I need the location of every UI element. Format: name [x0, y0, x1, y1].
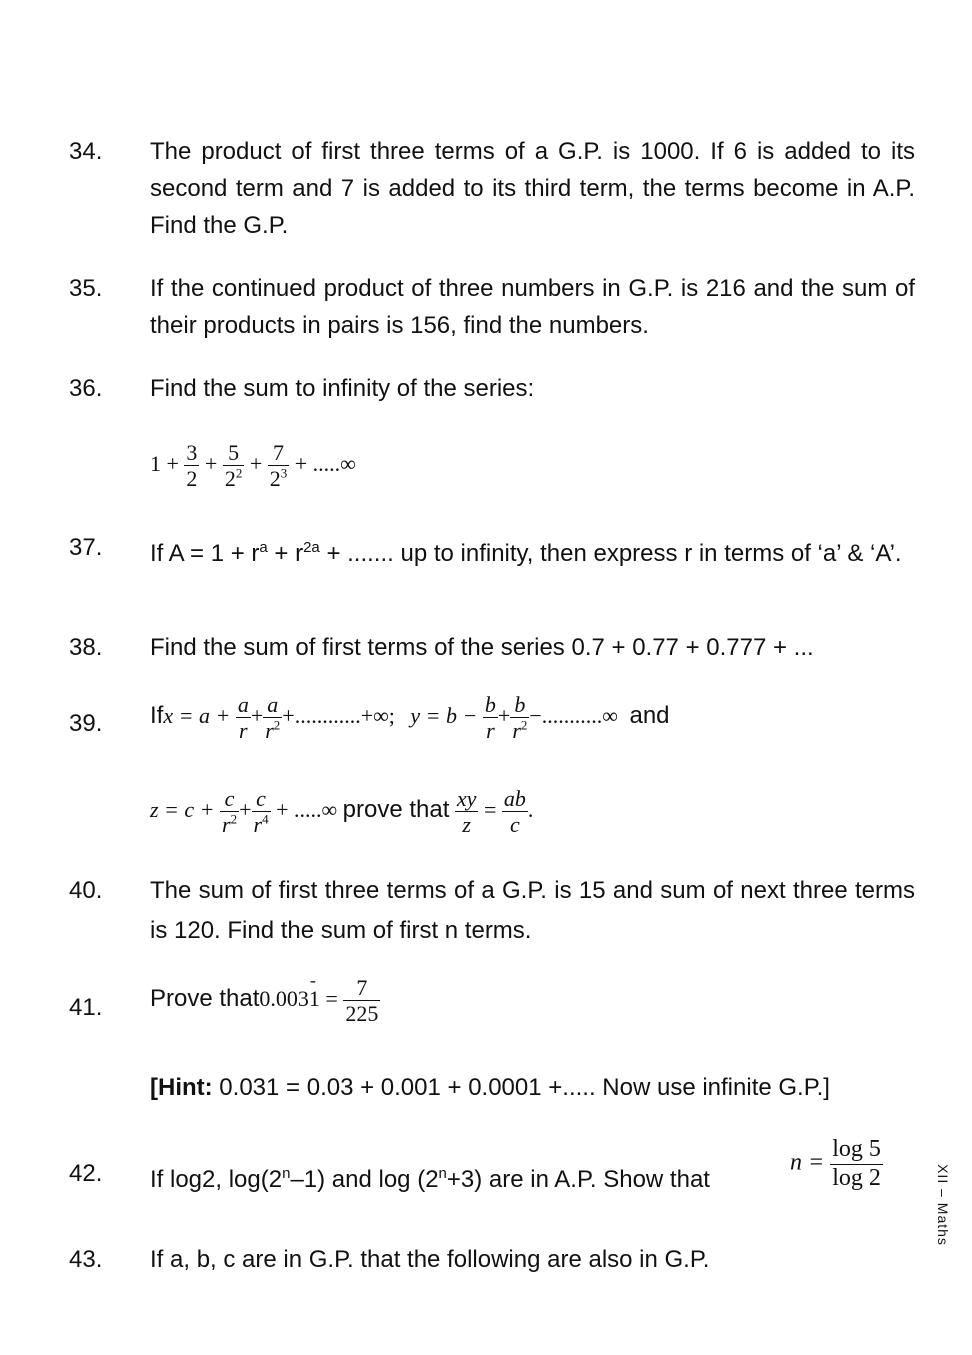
question-text: Find the sum to infinity of the series:	[150, 375, 535, 402]
question-text: If log2, log(2$^n$–1) and $\log (2^n+3)$ are in A.P. Show that	[150, 1165, 710, 1193]
fraction: $\frac{7}{2^3}$	[269, 440, 288, 492]
question-number: 35.	[69, 275, 103, 302]
fraction: $\frac{c}{r^2}$	[222, 786, 238, 838]
question-number: 34.	[69, 138, 103, 165]
question-text: Find the sum of first terms of the series 0.7 + 0.77 + 0.777 + ...	[150, 634, 814, 661]
question-text: The sum of first three terms of a G.P. is 15 and sum of next three terms is 120. Find the sum of first n terms.	[150, 877, 915, 944]
fraction: $\frac{b}{r}$	[484, 692, 496, 744]
fraction: $\frac{3}{2}$	[186, 440, 198, 492]
fraction: $\frac{\log 5}{\log 2}$	[832, 1136, 881, 1191]
question-text: If $A = 1 + r^a + r^{2a}$ + ....... up to infinity, then express r in terms of ‘a’ & ‘A’.	[150, 539, 902, 567]
equation-xy: Ifx = a + $\frac{a}{r}$ + $\frac{a}{r^2}$ +............+∞; y = b − $\frac{b}{r}$ + $\frac{b}{r^2}$ −...........∞ and	[150, 692, 670, 744]
fraction: $\frac{ab}{c}$	[503, 786, 526, 838]
equation-z: z = c + $\frac{c}{r^2}$ + $\frac{c}{r^4}$ + .....∞ prove that $\frac{xy}{z}$ = $\frac{ab}{c}$ .	[150, 786, 534, 838]
question-text: If the continued product of three numbers in G.P. is 216 and the sum of their products in pairs is 156, find the numbers.	[150, 275, 915, 339]
question-text: If a, b, c are in G.P. that the following are also in G.P.	[150, 1246, 710, 1273]
question-number: 42.	[69, 1160, 103, 1187]
fraction: $\frac{c}{r^4}$	[253, 786, 269, 838]
question-text: The product of first three terms of a G.P. is 1000. If 6 is added to its second term and 7 is added to its third term, the terms become in A.P. Find the G.P.	[150, 138, 915, 239]
question-number: 43.	[69, 1246, 103, 1273]
fraction: $\frac{xy}{z}$	[456, 786, 477, 838]
fraction: $\frac{7}{225}$	[345, 975, 379, 1027]
question-number: 39.	[69, 710, 103, 737]
question-number: 41.	[69, 994, 103, 1021]
equation-41: Prove that0.003 - 1 = $\frac{7}{225}$	[150, 969, 379, 1027]
fraction: $\frac{b}{r^2}$	[512, 692, 528, 744]
fraction: $\frac{a}{r}$	[237, 692, 249, 744]
equation-42: n = $\frac{\log 5}{\log 2}$	[790, 1136, 881, 1191]
fraction: $\frac{a}{r^2}$	[265, 692, 281, 744]
fraction: $\frac{5}{2^2}$	[224, 440, 243, 492]
series-expression: 1 + $\frac{3}{2}$ + $\frac{5}{2^2}$ + $\frac{7}{2^3}$ + .....∞	[150, 440, 356, 492]
question-number: 37.	[69, 534, 103, 561]
side-stamp: XII – Maths	[935, 1164, 951, 1246]
question-number: 38.	[69, 634, 103, 661]
question-number: 40.	[69, 877, 103, 904]
question-number: 36.	[69, 375, 103, 402]
